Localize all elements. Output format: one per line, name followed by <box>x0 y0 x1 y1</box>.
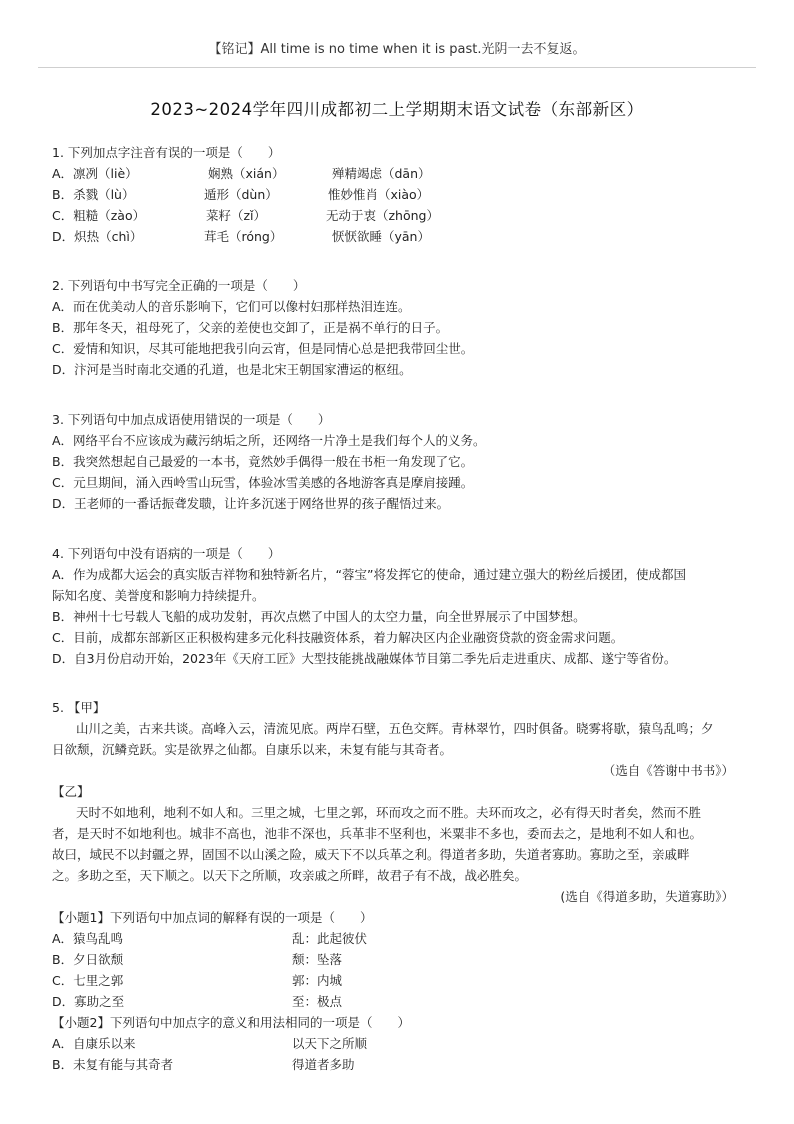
q4-option-b: B．神州十七号载人飞船的成功发射，再次点燃了中国人的太空力量，向全世界展示了中国梦想。 <box>52 609 586 624</box>
q1-option-d-col2: 茸毛（róng） <box>204 229 283 244</box>
q4-stem: 4. 下列语句中没有语病的一项是（ ） <box>52 546 281 561</box>
q5-sub1-option-b-gloss: 颓：坠落 <box>292 952 343 967</box>
q5-jia-line-1: 山川之美，古来共谈。高峰入云，清流见底。两岸石壁，五色交辉。青林翠竹，四时俱备。晓雾将歇，猿鸟乱鸣；夕 <box>76 721 714 736</box>
q5-sub2-option-b: B．未复有能与其奇者 <box>52 1057 174 1072</box>
q5-stem: 5. 【甲】 <box>52 700 106 715</box>
q2-option-b: B．那年冬天，祖母死了，父亲的差使也交卸了，正是祸不单行的日子。 <box>52 320 449 335</box>
q1-option-d-col3: 恹恹欲睡（yān） <box>332 229 430 244</box>
q3-option-c: C．元旦期间，涌入西岭雪山玩雪，体验冰雪美感的各地游客真是摩肩接踵。 <box>52 475 474 490</box>
q1-option-b-col2: 遁形（dùn） <box>204 187 278 202</box>
q5-jia-line-2: 日欲颓，沉鳞竞跃。实是欲界之仙都。自康乐以来，未复有能与其奇者。 <box>52 742 453 757</box>
q2-option-d: D．汴河是当时南北交通的孔道，也是北宋王朝国家漕运的枢纽。 <box>52 362 412 377</box>
q1-option-c-col3: 无动于衷（zhōng） <box>326 208 439 223</box>
q2-stem: 2. 下列语句中书写完全正确的一项是（ ） <box>52 278 306 293</box>
q5-yi-line-4: 之。多助之至，天下顺之。以天下之所顺，攻亲戚之所畔，故君子有不战，战必胜矣。 <box>52 868 528 883</box>
q5-sub1-option-c-gloss: 郭：内城 <box>292 973 343 988</box>
q3-option-b: B．我突然想起自己最爱的一本书，竟然妙手偶得一般在书柜一角发现了它。 <box>52 454 474 469</box>
exam-title: 2023~2024学年四川成都初二上学期期末语文试卷（东部新区） <box>150 100 644 119</box>
q5-yi-label: 【乙】 <box>52 784 90 799</box>
q4-option-c: C．目前，成都东部新区正积极构建多元化科技融资体系，着力解决区内企业融资贷款的资金需求问题。 <box>52 630 624 645</box>
q5-sub1-option-d: D．寡助之至 <box>52 994 125 1009</box>
q1-option-a-col3: 殚精竭虑（dān） <box>332 166 431 181</box>
q5-sub2-stem: 【小题2】下列语句中加点字的意义和用法相同的一项是（ ） <box>52 1015 410 1030</box>
q3-stem: 3. 下列语句中加点成语使用错误的一项是（ ） <box>52 412 331 427</box>
q1-option-a-col1: A．凛冽（liè） <box>52 166 138 181</box>
q5-sub1-option-d-gloss: 至：极点 <box>292 994 343 1009</box>
header-divider <box>38 67 756 68</box>
q2-option-c: C．爱情和知识，尽其可能地把我引向云宵，但是同情心总是把我带回尘世。 <box>52 341 474 356</box>
q5-sub2-option-a: A．自康乐以来 <box>52 1036 136 1051</box>
q1-option-c-col2: 菜籽（zǐ） <box>206 208 267 223</box>
q5-sub1-option-a-gloss: 乱：此起彼伏 <box>292 931 368 946</box>
q5-yi-line-2: 者，是天时不如地利也。城非不高也，池非不深也，兵革非不坚利也，米粟非不多也，委而去之，是地利不如人和也。 <box>52 826 703 841</box>
q5-sub1-stem: 【小题1】下列语句中加点词的解释有误的一项是（ ） <box>52 910 373 925</box>
page-header-motto: 【铭记】All time is no time when it is past.光阴一去不复返。 <box>208 42 586 57</box>
q5-jia-source: （选自《答谢中书书》） <box>602 763 734 778</box>
q5-sub2-option-b-pair: 得道者多助 <box>292 1057 355 1072</box>
q1-option-b-col3: 惟妙惟肖（xiào） <box>328 187 430 202</box>
q4-option-a: A．作为成都大运会的真实版吉祥物和独特新名片，“蓉宝”将发挥它的使命，通过建立强大的粉丝后援团，使成都国 <box>52 567 687 582</box>
q4-option-a-cont: 际知名度、美誉度和影响力持续提升。 <box>52 588 265 603</box>
q1-option-b-col1: B．杀戮（lù） <box>52 187 135 202</box>
q1-stem: 1. 下列加点字注音有误的一项是（ ） <box>52 145 281 160</box>
q5-yi-line-1: 天时不如地利，地利不如人和。三里之城，七里之郭，环而攻之而不胜。夫环而攻之，必有得天时者矣，然而不胜 <box>76 805 702 820</box>
q1-option-d-col1: D．炽热（chì） <box>52 229 143 244</box>
q5-yi-source: (选自《得道多助，失道寡助》） <box>560 889 734 904</box>
q5-yi-line-3: 故曰，域民不以封疆之界，固国不以山溪之险，威天下不以兵革之利。得道者多助，失道者寡助。寡助之至，亲戚畔 <box>52 847 690 862</box>
q1-option-c-col1: C．粗糙（zào） <box>52 208 146 223</box>
q4-option-d: D．自3月份启动开始，2023年《天府工匠》大型技能挑战融媒体节目第二季先后走进重庆、成都、遂宁等省份。 <box>52 651 677 666</box>
q2-option-a: A．而在优美动人的音乐影响下，它们可以像村妇那样热泪连连。 <box>52 299 411 314</box>
q5-sub1-option-b: B．夕日欲颓 <box>52 952 124 967</box>
q1-option-a-col2: 娴熟（xián） <box>208 166 285 181</box>
q5-sub1-option-c: C．七里之郭 <box>52 973 124 988</box>
q3-option-a: A．网络平台不应该成为藏污纳垢之所，还网络一片净土是我们每个人的义务。 <box>52 433 486 448</box>
q5-sub2-option-a-pair: 以天下之所顺 <box>292 1036 368 1051</box>
q3-option-d: D．王老师的一番话振聋发聩，让许多沉迷于网络世界的孩子醒悟过来。 <box>52 496 450 511</box>
q5-sub1-option-a: A．猿鸟乱鸣 <box>52 931 124 946</box>
